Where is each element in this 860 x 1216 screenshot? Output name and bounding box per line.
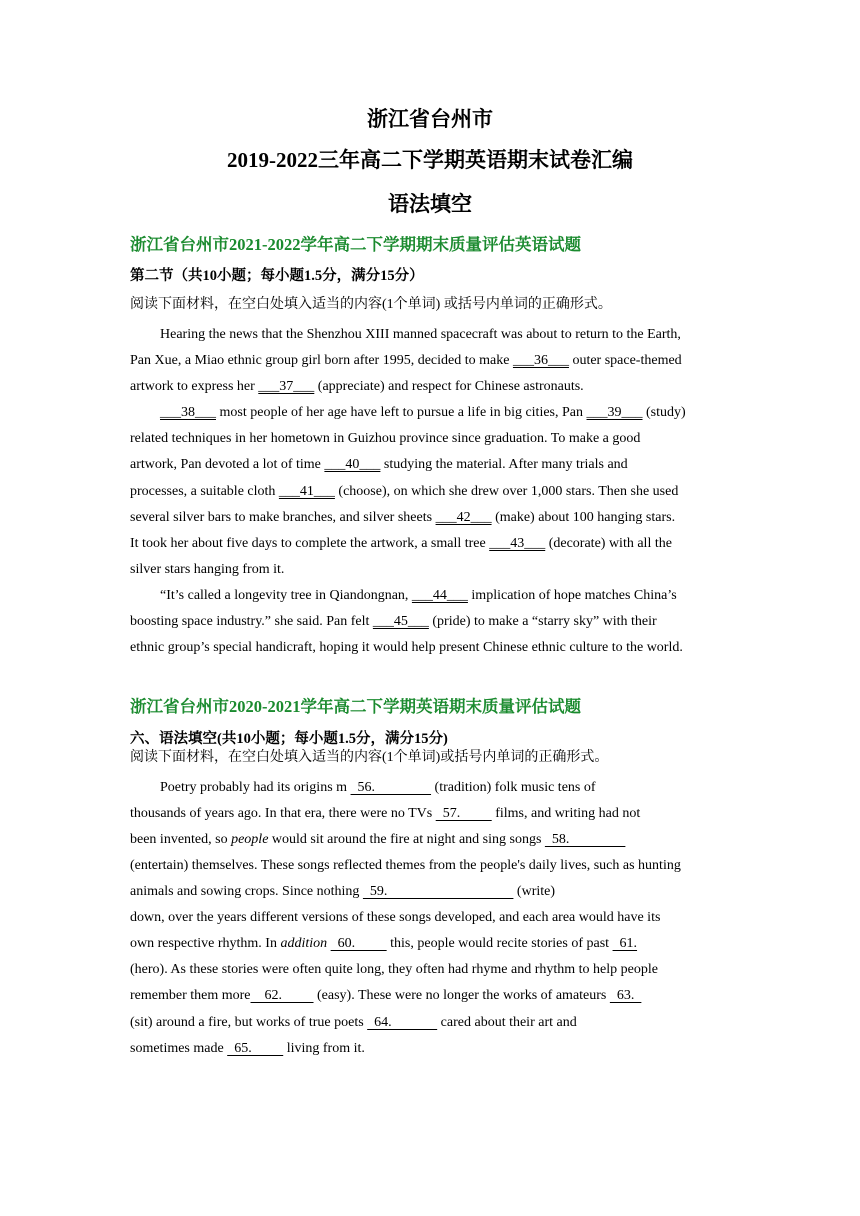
s1-line: processes, a suitable cloth ___41___ (choose), on which she drew over 1,000 stars. Then she used bbox=[130, 484, 679, 499]
s2-line: (hero). As these stories were often quite long, they often had rhyme and rhythm to help people bbox=[130, 962, 658, 977]
document-title-topic: 语法填空 bbox=[388, 192, 472, 216]
s1-line: artwork, Pan devoted a lot of time ___40___ studying the material. After many trials and bbox=[130, 457, 628, 472]
blank-58[interactable]: 58. bbox=[544, 832, 626, 847]
document-title-collection: 2019-2022三年高二下学期英语期末试卷汇编 bbox=[227, 148, 633, 172]
blank-57[interactable]: 57. bbox=[435, 806, 492, 821]
blank-41[interactable]: ___41___ bbox=[278, 484, 335, 499]
blank-61[interactable]: 61. bbox=[612, 936, 638, 951]
s1-line: ___38___ most people of her age have left to pursue a life in big cities, Pan ___39___ (study) bbox=[160, 405, 686, 420]
s2-line: animals and sowing crops. Since nothing 59. (write) bbox=[130, 884, 556, 899]
blank-43[interactable]: ___43___ bbox=[489, 536, 546, 551]
blank-36[interactable]: ___36___ bbox=[512, 353, 569, 368]
blank-60[interactable]: 60. bbox=[330, 936, 387, 951]
section1-heading: 浙江省台州市2021-2022学年高二下学期期末质量评估英语试题 bbox=[130, 235, 581, 254]
s2-line: remember them more 62. (easy). These were no longer the works of amateurs 63. bbox=[130, 988, 642, 1003]
s2-line: own respective rhythm. In addition 60. this, people would recite stories of past 61. bbox=[130, 936, 638, 951]
blank-64[interactable]: 64. bbox=[367, 1015, 438, 1030]
section2-heading: 浙江省台州市2020-2021学年高二下学期英语期末质量评估试题 bbox=[130, 697, 581, 716]
s1-line: ethnic group’s special handicraft, hoping it would help present Chinese ethnic culture to the world. bbox=[130, 640, 683, 655]
s2-line: Poetry probably had its origins m 56. (tradition) folk music tens of bbox=[160, 780, 596, 795]
s2-line: sometimes made 65. living from it. bbox=[130, 1041, 365, 1056]
s2-line: down, over the years different versions of these songs developed, and each area would have its bbox=[130, 910, 661, 925]
s1-line: boosting space industry.” she said. Pan felt ___45___ (pride) to make a “starry sky” with their bbox=[130, 614, 657, 629]
s2-line: (entertain) themselves. These songs reflected themes from the people's daily lives, such as hunting bbox=[130, 858, 681, 873]
section1-subheading: 第二节（共10小题；每小题1.5分，满分15分） bbox=[130, 268, 424, 284]
s2-line: been invented, so people would sit around the fire at night and sing songs 58. bbox=[130, 832, 626, 847]
s2-line: thousands of years ago. In that era, there were no TVs 57. films, and writing had not bbox=[130, 806, 641, 821]
blank-63[interactable]: 63. bbox=[609, 988, 642, 1003]
s1-line: Hearing the news that the Shenzhou XIII manned spacecraft was about to return to the Earth, bbox=[160, 327, 681, 342]
blank-39[interactable]: ___39___ bbox=[586, 405, 643, 420]
s2-line: (sit) around a fire, but works of true poets 64. cared about their art and bbox=[130, 1015, 577, 1030]
section1-instruction: 阅读下面材料，在空白处填入适当的内容(1个单词) 或括号内单词的正确形式。 bbox=[130, 297, 612, 312]
blank-45[interactable]: ___45___ bbox=[372, 614, 429, 629]
blank-37[interactable]: ___37___ bbox=[258, 379, 315, 394]
s1-line: “It’s called a longevity tree in Qiandongnan, ___44___ implication of hope matches China’s bbox=[160, 588, 677, 603]
s1-line: Pan Xue, a Miao ethnic group girl born after 1995, decided to make ___36___ outer space-themed bbox=[130, 353, 682, 368]
document-title-region: 浙江省台州市 bbox=[367, 107, 493, 131]
blank-62[interactable]: 62. bbox=[250, 988, 314, 1003]
section2-subheading: 六、语法填空(共10小题；每小题1.5分，满分15分) bbox=[130, 731, 448, 747]
blank-56[interactable]: 56. bbox=[350, 780, 432, 795]
blank-38[interactable]: ___38___ bbox=[160, 405, 216, 420]
s1-line: It took her about five days to complete the artwork, a small tree ___43___ (decorate) with all the bbox=[130, 536, 672, 551]
italic-word: addition bbox=[280, 936, 328, 951]
blank-59[interactable]: 59. bbox=[362, 884, 514, 899]
blank-40[interactable]: ___40___ bbox=[324, 457, 381, 472]
s1-line: several silver bars to make branches, and silver sheets ___42___ (make) about 100 hanging stars. bbox=[130, 510, 676, 525]
s1-line: silver stars hanging from it. bbox=[130, 562, 285, 577]
section2-instruction: 阅读下面材料，在空白处填入适当的内容(1个单词)或括号内单词的正确形式。 bbox=[130, 750, 609, 765]
blank-42[interactable]: ___42___ bbox=[435, 510, 492, 525]
blank-65[interactable]: 65. bbox=[227, 1041, 284, 1056]
blank-44[interactable]: ___44___ bbox=[411, 588, 468, 603]
s1-line: artwork to express her ___37___ (appreciate) and respect for Chinese astronauts. bbox=[130, 379, 584, 394]
italic-word: people bbox=[231, 832, 269, 847]
s1-line: related techniques in her hometown in Guizhou province since graduation. To make a good bbox=[130, 431, 641, 446]
